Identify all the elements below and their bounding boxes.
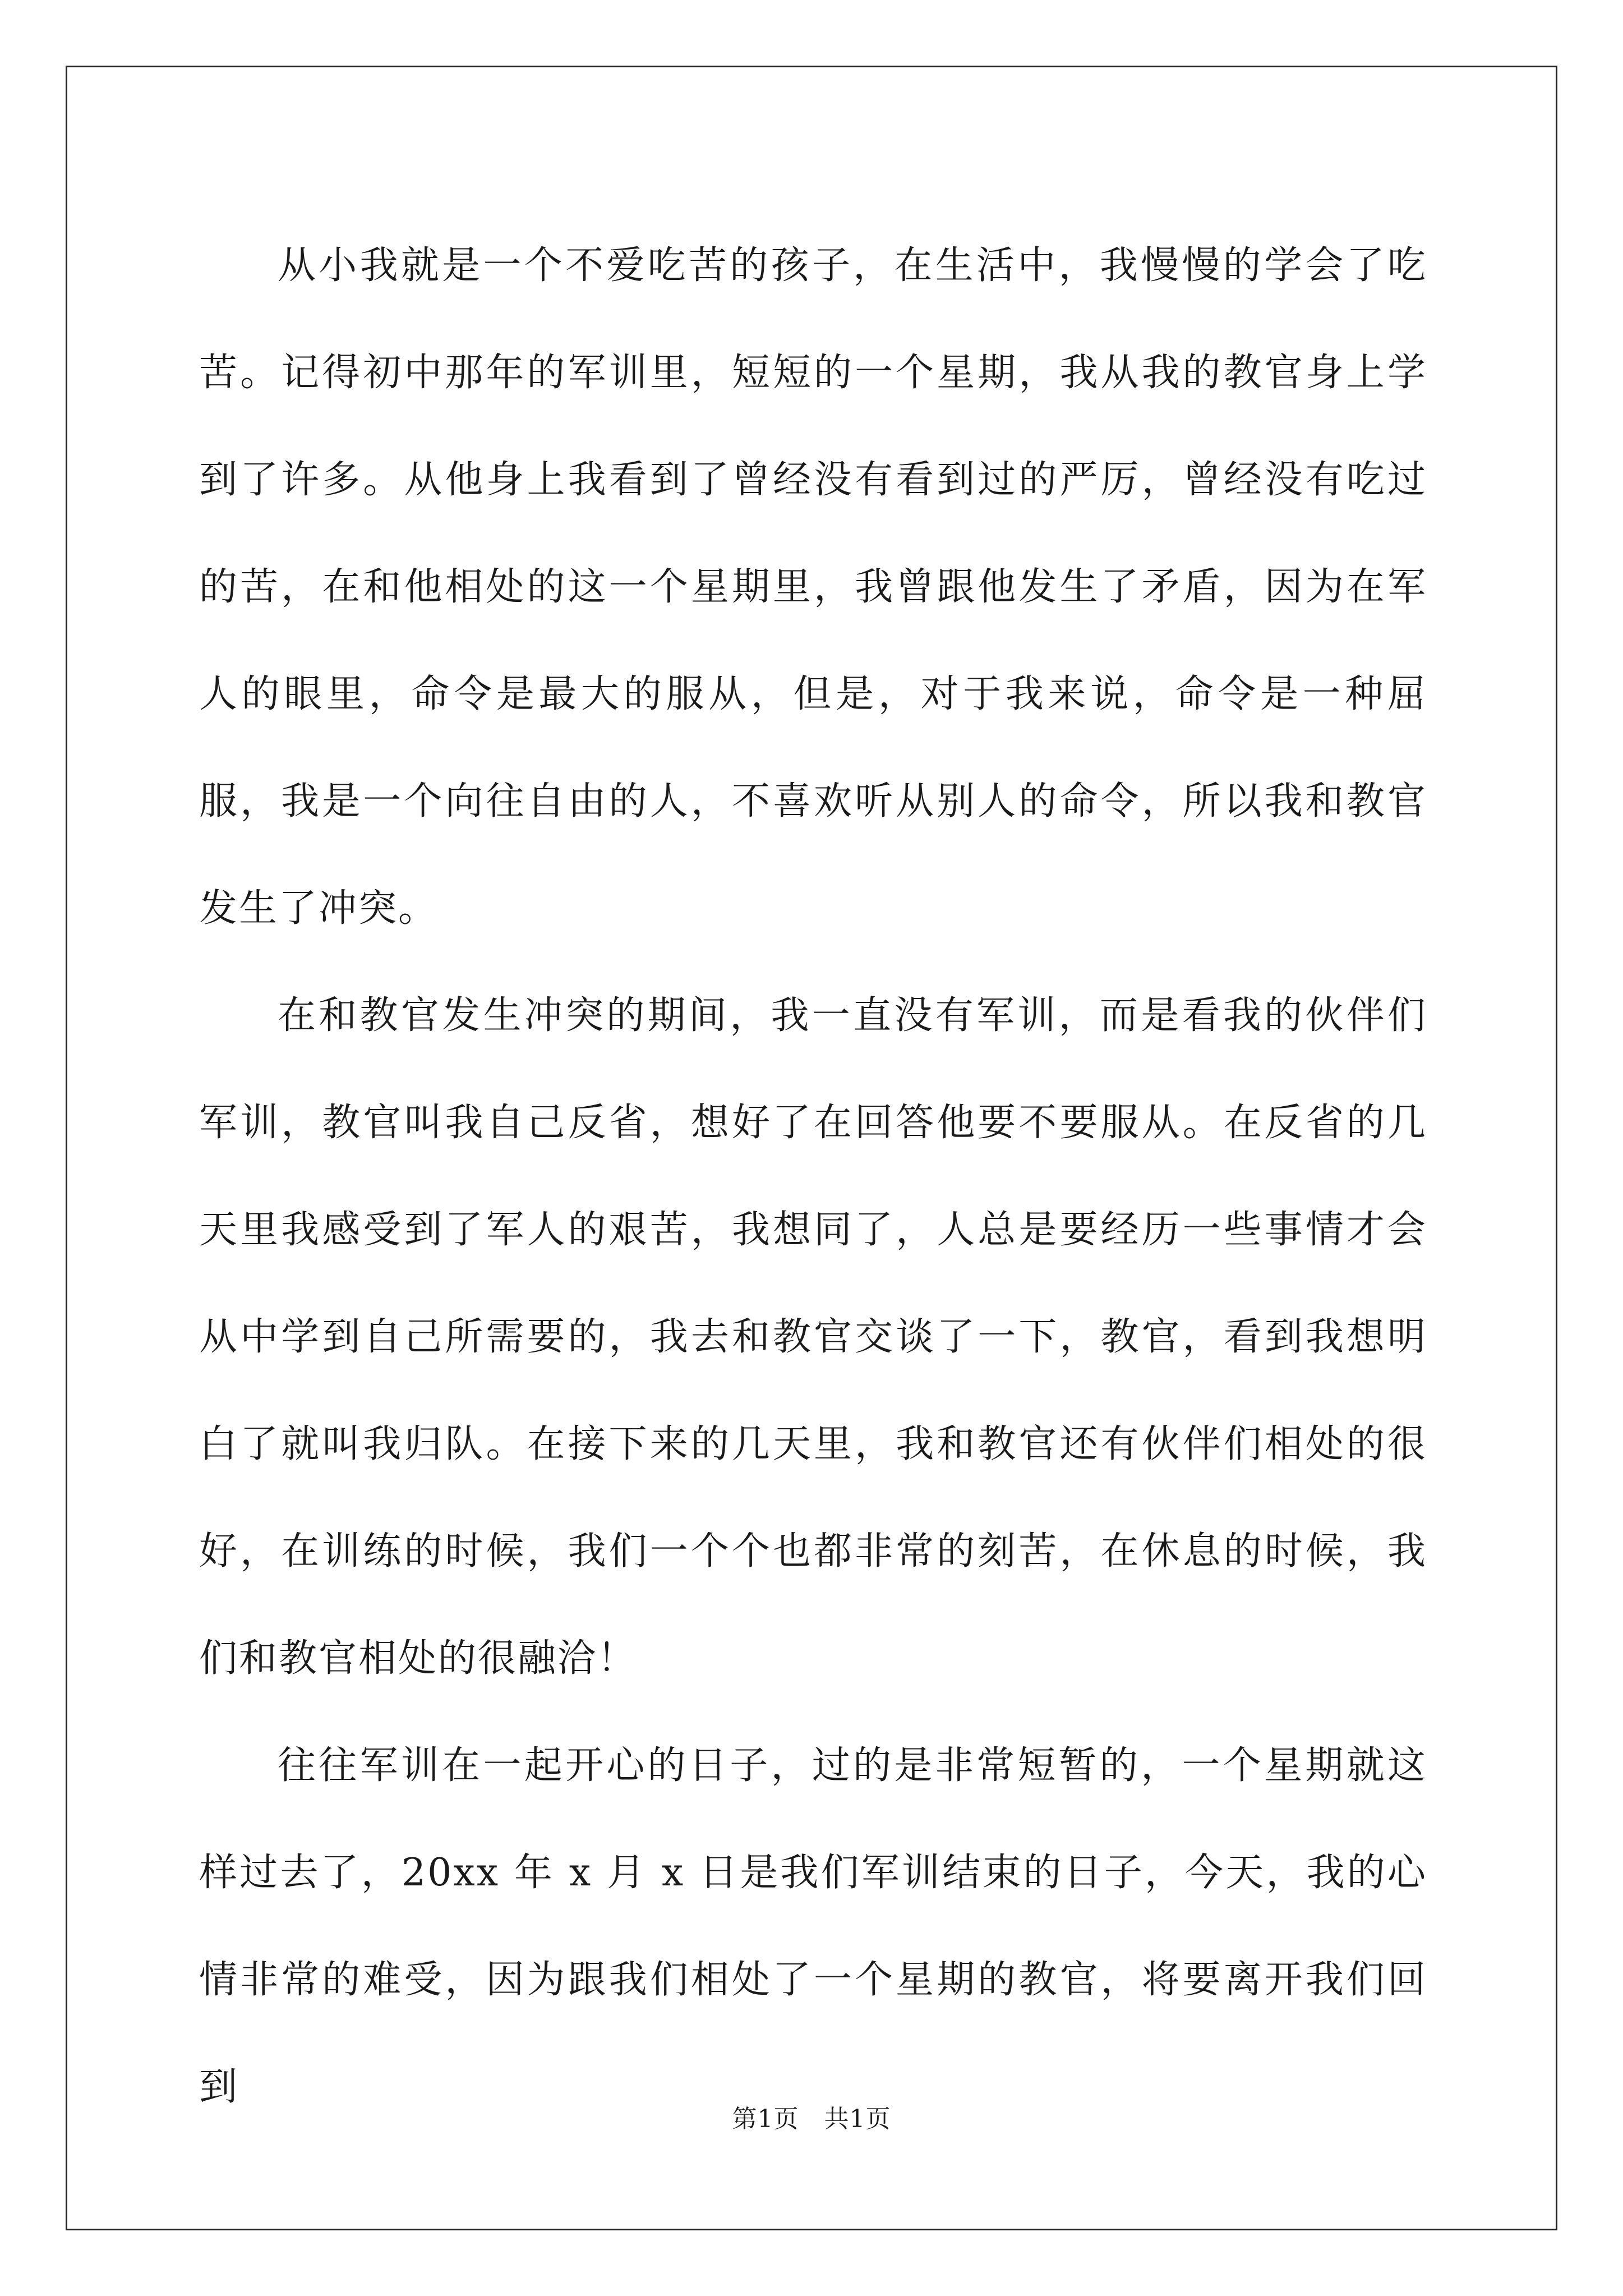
page-footer: 第1页 共1页 [732,2105,891,2133]
paragraph-2: 在和教官发生冲突的期间，我一直没有军训，而是看我的伙伴们军训，教官叫我自己反省，想好了在回答他要不要服从。在反省的几天里我感受到了军人的艰苦，我想同了，人总是要经历一些事情才会从中学到自己所需要的，我去和教官交谈了一下，教官，看到我想明白了就叫我归队。在接下来的几天里，我和教官还有伙伴们相处的很好，在训练的时候，我们一个个也都非常的刻苦，在休息的时候，我们和教官相处的很融洽！ [199,993,1427,1681]
document-body [199,212,1427,2141]
paragraph-1: 从小我就是一个不爱吃苦的孩子，在生活中，我慢慢的学会了吃苦。记得初中那年的军训里，短短的一个星期，我从我的教官身上学到了许多。从他身上我看到了曾经没有看到过的严厉，曾经没有吃过的苦，在和他相处的这一个星期里，我曾跟他发生了矛盾，因为在军人的眼里，命令是最大的服从，但是，对于我来说，命令是一种屈服，我是一个向往自由的人，不喜欢听从别人的命令，所以我和教官发生了冲突。 [199,243,1427,931]
paragraph-3: 往往军训在一起开心的日子，过的是非常短暂的，一个星期就这样过去了，20xx 年 x 月 x 日是我们军训结束的日子，今天，我的心情非常的难受，因为跟我们相处了一个星期的教官，将要离开我们回到 [199,1743,1427,2109]
